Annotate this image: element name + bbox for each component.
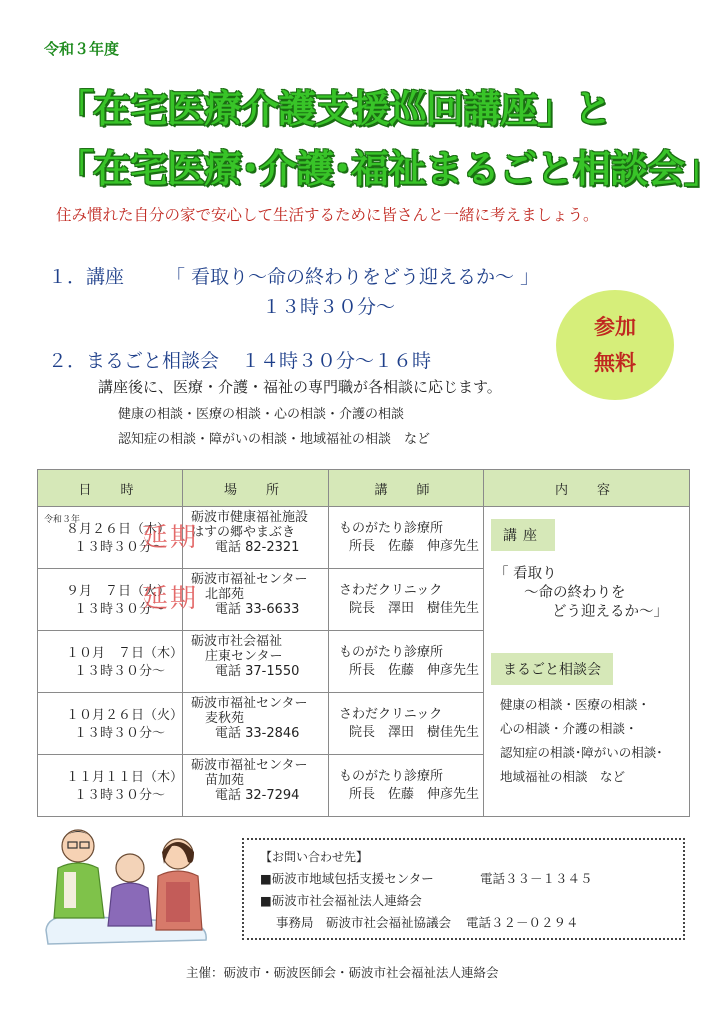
place-cell — [183, 631, 329, 693]
place-facility: はすの郷やまぶき — [191, 525, 296, 540]
section-consult-number: ２． — [48, 350, 87, 372]
free-badge-line-2: 無料 — [594, 351, 636, 375]
inquiry-line-3 — [260, 912, 673, 934]
consult-tag: まるごと相談会 — [491, 653, 613, 685]
lecture-title-line: 「 看取り — [494, 566, 557, 582]
lecture-title-line: ～命の終わりを — [524, 585, 626, 601]
inquiry-line-1 — [260, 868, 673, 890]
place-name: 砺波市福祉センター — [191, 758, 308, 773]
lecturer-name: 所長 佐藤 伸彦先生 — [349, 539, 480, 554]
consult-topics-line-1: 健康の相談・医療の相談・心の相談・介護の相談 — [118, 407, 405, 422]
section-consult — [48, 346, 431, 373]
place-facility: 庄東センター — [205, 649, 283, 664]
lecture-tag: 講座 — [491, 519, 555, 551]
place-facility: 北部苑 — [205, 587, 245, 602]
consult-topic-line: 心の相談・介護の相談・ — [500, 721, 638, 736]
place-facility: 苗加苑 — [205, 773, 245, 788]
table-row — [38, 507, 690, 569]
date: １０月２６日（火） — [66, 708, 184, 723]
lecture-title-block — [494, 565, 668, 622]
inquiry-tel-2: 電話３２－０２９４ — [466, 915, 579, 930]
title-line-2: 「在宅医療･介護･福祉まるごと相談会」 — [56, 147, 722, 191]
lecturer-cell — [329, 755, 484, 817]
lecturer-name: 院長 澤田 樹佳先生 — [349, 601, 480, 616]
header-content: 内 容 — [484, 470, 690, 507]
section-lecture-label: 講座 — [86, 266, 125, 288]
consult-topic-line: 地域福祉の相談 など — [500, 769, 626, 784]
place-name: 砺波市社会福祉 — [191, 634, 283, 649]
place-name: 砺波市健康福祉施設 — [191, 510, 309, 525]
date-cell — [38, 631, 183, 693]
place-cell — [183, 755, 329, 817]
consult-topics — [500, 693, 663, 789]
section-lecture-time: １３時３０分～ — [262, 296, 396, 318]
postponed-stamp: 延期 — [142, 584, 199, 614]
lecturer-cell — [329, 569, 484, 631]
time: １３時３０分～ — [74, 726, 166, 741]
consult-topic-line: 認知症の相談･障がいの相談･ — [500, 745, 663, 760]
free-admission-badge — [556, 290, 674, 400]
inquiry-org-1: ■砺波市地域包括支援センター — [260, 871, 434, 886]
lecturer-org: ものがたり診療所 — [339, 521, 444, 536]
section-lecture — [48, 262, 539, 289]
inquiry-org-2: ■砺波市社会福祉法人連絡会 — [260, 893, 422, 908]
section-consult-desc: 講座後に、医療・介護・福祉の専門職が各相談に応じます。 — [98, 378, 502, 396]
consult-topics-line-2: 認知症の相談・障がいの相談・地域福祉の相談 など — [118, 432, 431, 447]
time: １３時３０分～ — [74, 788, 166, 803]
fiscal-year-label: 令和３年度 — [44, 40, 120, 58]
date-cell — [38, 693, 183, 755]
section-consult-label: まるごと相談会 — [86, 350, 220, 372]
postponed-stamp: 延期 — [142, 523, 199, 553]
lecturer-org: ものがたり診療所 — [339, 769, 444, 784]
era-label: 令和３年 — [44, 515, 81, 525]
section-consult-time: １４時３０分～１６時 — [241, 350, 432, 372]
header-lecturer: 講 師 — [329, 470, 484, 507]
place-name: 砺波市福祉センター — [191, 572, 308, 587]
place-name: 砺波市福祉センター — [191, 696, 308, 711]
date: １１月１１日（木） — [66, 770, 184, 785]
lecturer-org: さわだクリニック — [339, 583, 443, 598]
place-phone: 電話 37-1550 — [215, 664, 300, 679]
place-cell — [183, 693, 329, 755]
section-lecture-number: １． — [48, 266, 87, 288]
place-facility: 麦秋苑 — [205, 711, 245, 726]
inquiry-office: 事務局 砺波市社会福祉協議会 — [276, 915, 452, 930]
inquiry-box — [242, 838, 685, 940]
caregivers-illustration — [38, 818, 218, 950]
lecturer-name: 所長 佐藤 伸彦先生 — [349, 787, 480, 802]
date: １０月 ７日（木） — [66, 646, 184, 661]
lecturer-name: 所長 佐藤 伸彦先生 — [349, 663, 480, 678]
inquiry-tel-1: 電話３３－１３４５ — [480, 871, 593, 886]
place-phone: 電話 33-6633 — [215, 602, 300, 617]
date: ９月 ７日（火） — [66, 584, 171, 599]
lecture-title-line: どう迎えるか～」 — [552, 604, 668, 620]
place-phone: 電話 33-2846 — [215, 726, 300, 741]
place-cell — [183, 507, 329, 569]
table-header-row — [38, 470, 690, 507]
date-cell — [38, 755, 183, 817]
time: １３時３０分～ — [74, 540, 166, 555]
lecturer-cell — [329, 507, 484, 569]
title-line-1: 「在宅医療介護支援巡回講座」と — [56, 87, 612, 131]
place-phone: 電話 32-7294 — [215, 788, 300, 803]
inquiry-heading: 【お問い合わせ先】 — [260, 850, 369, 864]
free-badge-line-1: 参加 — [594, 315, 636, 339]
lecturer-name: 院長 澤田 樹佳先生 — [349, 725, 480, 740]
lecturer-cell — [329, 693, 484, 755]
lecturer-org: さわだクリニック — [339, 707, 443, 722]
header-place: 場 所 — [183, 470, 329, 507]
organizers-footer: 主催：砺波市・砺波医師会・砺波市社会福祉法人連絡会 — [186, 965, 499, 980]
section-lecture-title: 「 看取り～命の終わりをどう迎えるか～ 」 — [166, 266, 540, 288]
place-cell — [183, 569, 329, 631]
lecturer-cell — [329, 631, 484, 693]
time: １３時３０分～ — [74, 602, 166, 617]
header-datetime: 日 時 — [38, 470, 183, 507]
lecturer-org: ものがたり診療所 — [339, 645, 444, 660]
consult-topic-line: 健康の相談・医療の相談・ — [500, 697, 651, 712]
place-phone: 電話 82-2321 — [215, 540, 300, 555]
subtitle: 住み慣れた自分の家で安心して生活するために皆さんと一緒に考えましょう。 — [56, 206, 599, 224]
time: １３時３０分～ — [74, 664, 166, 679]
date: ８月２６日（木） — [66, 522, 171, 537]
